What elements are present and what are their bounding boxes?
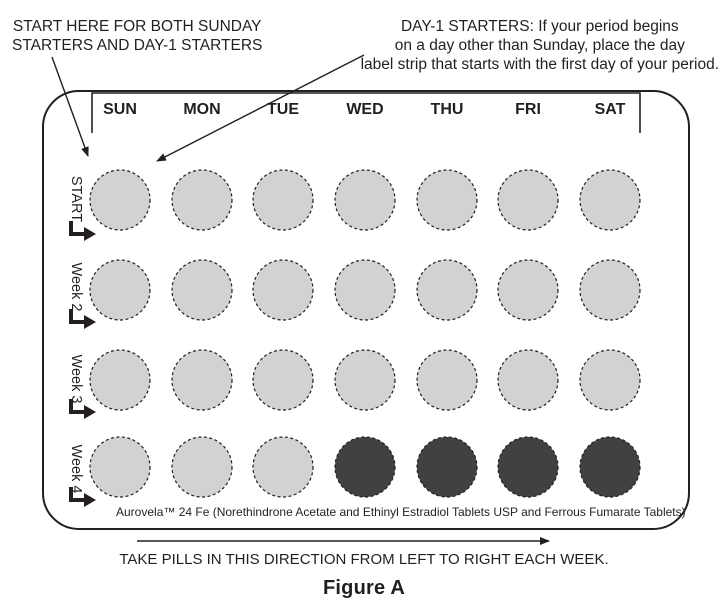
active-pill <box>172 260 232 320</box>
active-pill <box>498 350 558 410</box>
week-label-week-2: Week 2 <box>68 262 84 312</box>
active-pill <box>253 350 313 410</box>
day1-starters-note-line: label strip that starts with the first day of your period. <box>360 56 719 73</box>
day-label-sat: SAT <box>594 101 626 118</box>
day1-starters-note-line: on a day other than Sunday, place the day <box>394 37 685 54</box>
day-label-tue: TUE <box>267 101 299 118</box>
active-pill <box>580 260 640 320</box>
day-label-wed: WED <box>346 101 384 118</box>
active-pill <box>417 170 477 230</box>
week-label-week-4: Week 4 <box>68 444 84 494</box>
active-pill <box>90 437 150 497</box>
active-pill <box>498 170 558 230</box>
active-pill <box>417 260 477 320</box>
start-here-note-line: START HERE FOR BOTH SUNDAY <box>12 18 262 35</box>
figure-caption: Figure A <box>323 577 405 599</box>
active-pill <box>90 350 150 410</box>
day1-starters-note <box>361 17 719 74</box>
active-pill <box>253 170 313 230</box>
direction-text: TAKE PILLS IN THIS DIRECTION FROM LEFT TO RIGHT EACH WEEK. <box>119 551 609 568</box>
active-pill <box>335 260 395 320</box>
start-here-note-line: STARTERS AND DAY-1 STARTERS <box>12 37 263 54</box>
inert-pill <box>417 437 477 497</box>
day1-starters-note-line: DAY-1 STARTERS: If your period begins <box>400 18 679 35</box>
active-pill <box>172 170 232 230</box>
inert-pill <box>580 437 640 497</box>
inert-pill <box>498 437 558 497</box>
active-pill <box>90 260 150 320</box>
day-label-fri: FRI <box>515 101 541 118</box>
day-label-thu: THU <box>430 101 464 118</box>
day-label-sun: SUN <box>103 101 137 118</box>
active-pill <box>253 260 313 320</box>
active-pill <box>172 437 232 497</box>
week-label-week-3: Week 3 <box>68 354 84 404</box>
active-pill <box>90 170 150 230</box>
day-label-mon: MON <box>183 101 221 118</box>
active-pill <box>580 350 640 410</box>
active-pill <box>253 437 313 497</box>
active-pill <box>172 350 232 410</box>
inert-pill <box>335 437 395 497</box>
active-pill <box>335 170 395 230</box>
active-pill <box>580 170 640 230</box>
week-label-start: START <box>68 175 84 223</box>
active-pill <box>417 350 477 410</box>
active-pill <box>498 260 558 320</box>
active-pill <box>335 350 395 410</box>
start-here-note <box>12 17 262 55</box>
product-label: Aurovela™ 24 Fe (Norethindrone Acetate and Ethinyl Estradiol Tablets USP and Ferrous Fumarate Tablets) <box>116 505 686 519</box>
